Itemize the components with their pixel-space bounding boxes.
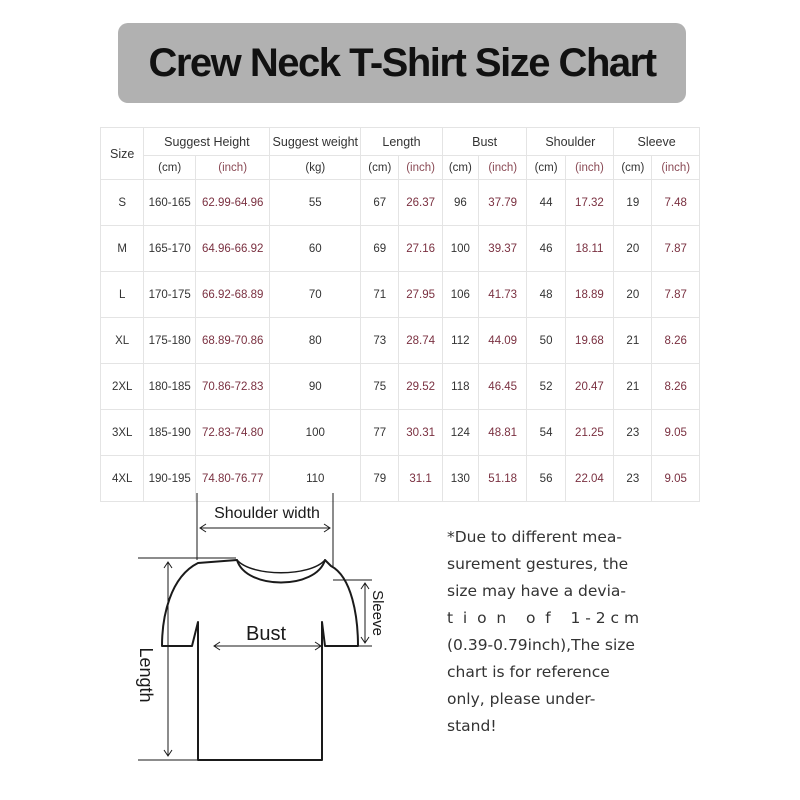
shoulder-inch-cell: 18.89 — [565, 272, 614, 318]
length-inch-cell: 29.52 — [399, 364, 442, 410]
height-cm-cell: 190-195 — [144, 456, 196, 502]
size-cell: 2XL — [101, 364, 144, 410]
bust-header: Bust — [442, 128, 527, 156]
unit-cm: (cm) — [144, 156, 196, 180]
unit-inch: (inch) — [195, 156, 269, 180]
sleeve-inch-cell: 8.26 — [652, 318, 700, 364]
bust-cm-cell: 96 — [442, 180, 478, 226]
length-cm-cell: 71 — [361, 272, 399, 318]
size-cell: XL — [101, 318, 144, 364]
bust-inch-cell: 48.81 — [478, 410, 527, 456]
sleeve-header: Sleeve — [614, 128, 700, 156]
table-row — [101, 410, 700, 456]
shoulder-inch-cell: 20.47 — [565, 364, 614, 410]
tshirt-measurement-diagram — [100, 480, 400, 780]
bust-label: Bust — [245, 623, 287, 645]
length-cm-cell: 75 — [361, 364, 399, 410]
size-cell: L — [101, 272, 144, 318]
length-inch-cell: 27.95 — [399, 272, 442, 318]
length-cm-cell: 79 — [361, 456, 399, 502]
title-banner — [118, 23, 686, 103]
height-cm-cell: 165-170 — [144, 226, 196, 272]
shoulder-cm-cell: 44 — [527, 180, 565, 226]
unit-cm: (cm) — [361, 156, 399, 180]
weight-cell: 55 — [270, 180, 361, 226]
table-header-row — [101, 128, 700, 156]
size-header: Size — [101, 128, 144, 180]
unit-inch: (inch) — [399, 156, 442, 180]
shoulder-cm-cell: 48 — [527, 272, 565, 318]
unit-cm: (cm) — [527, 156, 565, 180]
sleeve-inch-cell: 8.26 — [652, 364, 700, 410]
shoulder-cm-cell: 46 — [527, 226, 565, 272]
table-row — [101, 226, 700, 272]
height-header: Suggest Height — [144, 128, 270, 156]
bust-cm-cell: 118 — [442, 364, 478, 410]
shoulder-width-label: Shoulder width — [214, 505, 320, 522]
height-cm-cell: 185-190 — [144, 410, 196, 456]
bust-cm-cell: 100 — [442, 226, 478, 272]
height-cm-cell: 175-180 — [144, 318, 196, 364]
table-unit-row — [101, 156, 700, 180]
height-cm-cell: 160-165 — [144, 180, 196, 226]
size-cell: M — [101, 226, 144, 272]
sleeve-inch-cell: 7.87 — [652, 226, 700, 272]
unit-inch: (inch) — [478, 156, 527, 180]
table-row — [101, 318, 700, 364]
bust-cm-cell: 124 — [442, 410, 478, 456]
height-inch-cell: 74.80-76.77 — [195, 456, 269, 502]
unit-cm: (cm) — [442, 156, 478, 180]
length-cm-cell: 67 — [361, 180, 399, 226]
unit-kg: (kg) — [270, 156, 361, 180]
table-row — [101, 364, 700, 410]
unit-inch: (inch) — [565, 156, 614, 180]
length-label: Length — [136, 647, 156, 703]
height-inch-cell: 66.92-68.89 — [195, 272, 269, 318]
weight-cell: 80 — [270, 318, 361, 364]
length-cm-cell: 69 — [361, 226, 399, 272]
height-cm-cell: 180-185 — [144, 364, 196, 410]
shoulder-inch-cell: 17.32 — [565, 180, 614, 226]
sleeve-inch-cell: 7.48 — [652, 180, 700, 226]
page-title: Crew Neck T-Shirt Size Chart — [148, 40, 656, 85]
sleeve-cm-cell: 19 — [614, 180, 652, 226]
length-inch-cell: 26.37 — [399, 180, 442, 226]
sleeve-label: Sleeve — [369, 590, 386, 636]
sleeve-cm-cell: 21 — [614, 318, 652, 364]
length-inch-cell: 27.16 — [399, 226, 442, 272]
sleeve-cm-cell: 20 — [614, 226, 652, 272]
weight-header: Suggest weight — [270, 128, 361, 156]
sleeve-inch-cell: 7.87 — [652, 272, 700, 318]
bust-cm-cell: 106 — [442, 272, 478, 318]
shoulder-cm-cell: 52 — [527, 364, 565, 410]
table-row — [101, 180, 700, 226]
height-cm-cell: 170-175 — [144, 272, 196, 318]
size-cell: 4XL — [101, 456, 144, 502]
shoulder-inch-cell: 21.25 — [565, 410, 614, 456]
size-cell: 3XL — [101, 410, 144, 456]
shoulder-inch-cell: 18.11 — [565, 226, 614, 272]
height-inch-cell: 68.89-70.86 — [195, 318, 269, 364]
height-inch-cell: 62.99-64.96 — [195, 180, 269, 226]
weight-cell: 70 — [270, 272, 361, 318]
sleeve-cm-cell: 21 — [614, 364, 652, 410]
height-inch-cell: 70.86-72.83 — [195, 364, 269, 410]
sleeve-measure-lines — [333, 580, 372, 646]
size-chart-table — [100, 127, 700, 502]
length-cm-cell: 77 — [361, 410, 399, 456]
shoulder-cm-cell: 56 — [527, 456, 565, 502]
weight-cell: 60 — [270, 226, 361, 272]
bust-inch-cell: 51.18 — [478, 456, 527, 502]
length-inch-cell: 30.31 — [399, 410, 442, 456]
shoulder-inch-cell: 22.04 — [565, 456, 614, 502]
sleeve-inch-cell: 9.05 — [652, 410, 700, 456]
length-cm-cell: 73 — [361, 318, 399, 364]
shoulder-header: Shoulder — [527, 128, 614, 156]
weight-cell: 110 — [270, 456, 361, 502]
bust-cm-cell: 130 — [442, 456, 478, 502]
shoulder-cm-cell: 50 — [527, 318, 565, 364]
unit-inch: (inch) — [652, 156, 700, 180]
height-inch-cell: 64.96-66.92 — [195, 226, 269, 272]
weight-cell: 90 — [270, 364, 361, 410]
sleeve-inch-cell: 9.05 — [652, 456, 700, 502]
length-header: Length — [361, 128, 443, 156]
bust-inch-cell: 46.45 — [478, 364, 527, 410]
shoulder-inch-cell: 19.68 — [565, 318, 614, 364]
sleeve-cm-cell: 20 — [614, 272, 652, 318]
shoulder-cm-cell: 54 — [527, 410, 565, 456]
bust-inch-cell: 41.73 — [478, 272, 527, 318]
bust-inch-cell: 39.37 — [478, 226, 527, 272]
weight-cell: 100 — [270, 410, 361, 456]
size-cell: S — [101, 180, 144, 226]
sleeve-cm-cell: 23 — [614, 410, 652, 456]
length-inch-cell: 28.74 — [399, 318, 442, 364]
height-inch-cell: 72.83-74.80 — [195, 410, 269, 456]
bust-cm-cell: 112 — [442, 318, 478, 364]
measurement-note: *Due to different mea- surement gestures, the size may have a devia- t i o n o f 1 - 2 c m (0.39-0.79inch),The size chart is for reference only, please under- stand! — [447, 528, 640, 735]
unit-cm: (cm) — [614, 156, 652, 180]
tshirt-outline-icon — [162, 560, 358, 760]
sleeve-cm-cell: 23 — [614, 456, 652, 502]
length-inch-cell: 31.1 — [399, 456, 442, 502]
bust-inch-cell: 44.09 — [478, 318, 527, 364]
table-row — [101, 272, 700, 318]
bust-inch-cell: 37.79 — [478, 180, 527, 226]
